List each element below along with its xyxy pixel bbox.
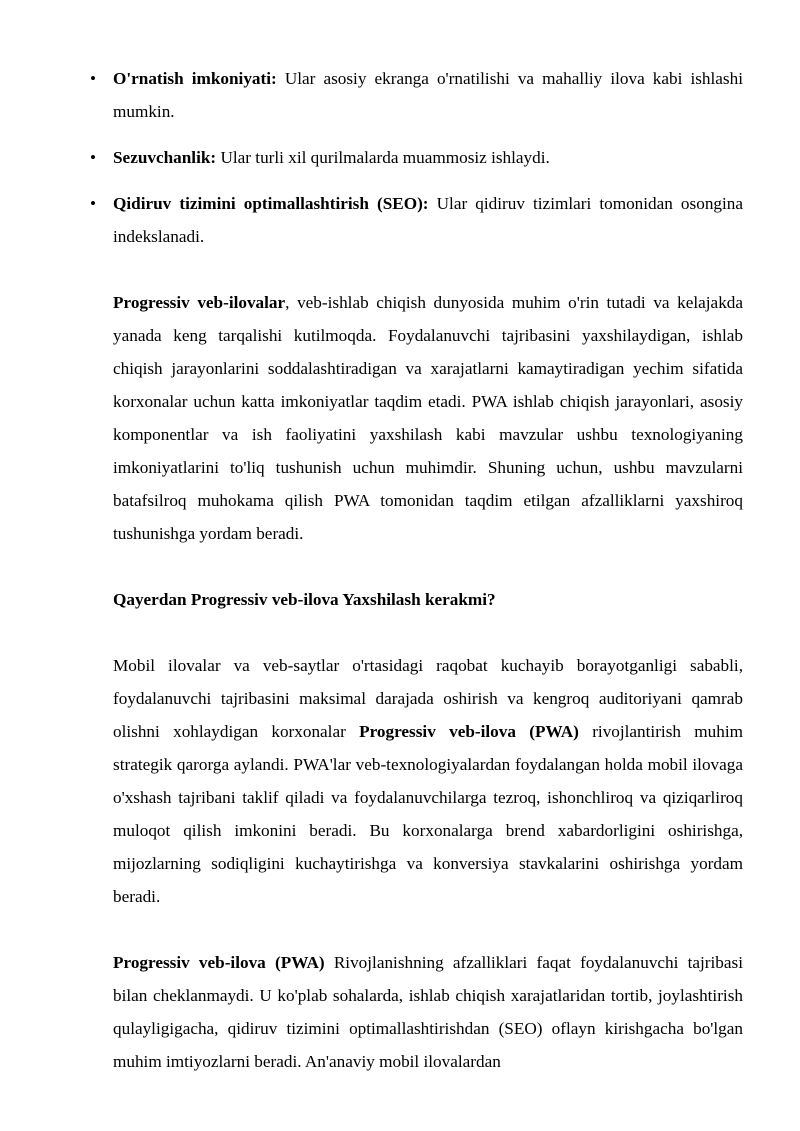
list-item-lead: O'rnatish imkoniyati: xyxy=(113,69,277,88)
bullet-point-icon: • xyxy=(90,194,97,213)
section-spacer xyxy=(57,616,743,649)
page-content xyxy=(57,62,743,1078)
paragraph-body-after: rivojlantirish muhim strategik qarorga aylandi. PWA'lar veb-texnologiyalardan foydalangan holda mobil ilovaga o'xshash tajribani taklif qiladi va foydalanuvchilarga tezroq, ishonchliroq va qiziqarliroq muloqot qilish imkonini beradi. Bu korxonalarga brend xabardorligini oshirishga, mijozlarning sodiqligini kuchaytirishga va konversiya stavkalarini oshirishga yordam beradi. xyxy=(113,722,743,906)
section-spacer xyxy=(57,253,743,286)
list-item-text: Ular asosiy ekranga o'rnatilishi va mahalliy ilova kabi ishlashi mumkin. xyxy=(113,69,743,121)
list-item-lead: Qidiruv tizimini optimallashtirish (SEO): xyxy=(113,194,429,213)
section-heading: Qayerdan Progressiv veb-ilova Yaxshilash kerakmi? xyxy=(113,590,496,609)
list-item xyxy=(57,141,743,174)
list-item-lead: Sezuvchanlik: xyxy=(113,148,217,167)
paragraph-inline-emphasis: Progressiv veb-ilova (PWA) xyxy=(359,722,579,741)
paragraph-lead-emphasis: Progressiv veb-ilova (PWA) xyxy=(113,953,325,972)
list-item-text: Ular turli xil qurilmalarda muammosiz ishlaydi. xyxy=(216,148,550,167)
section-spacer xyxy=(57,913,743,946)
paragraph-body-before: Mobil ilovalar va veb-saytlar o'rtasidagi raqobat kuchayib borayotganligi sababli, foydalanuvchi tajribasini maksimal darajada oshirish va kengroq auditoriyani qamrab olishni xohlaydigan korxonalar xyxy=(113,656,743,741)
section-spacer xyxy=(57,550,743,583)
feature-bullet-list xyxy=(57,62,743,253)
list-item xyxy=(57,62,743,128)
paragraph-lead-emphasis: Progressiv veb-ilovalar xyxy=(113,293,286,312)
paragraph-body: Rivojlanishning afzalliklari faqat foydalanuvchi tajribasi bilan cheklanmaydi. U ko'plab sohalarda, ishlab chiqish xarajatlaridan tortib, joylashtirish qulayligigacha, qidiruv tizimini optimallashtirishdan (SEO) oflayn kirishgacha bo'lgan muhim imtiyozlarni beradi. An'anaviy mobil ilovalardan xyxy=(113,953,743,1071)
list-item xyxy=(57,187,743,253)
bullet-point-icon: • xyxy=(90,148,97,167)
list-item-text: Ular qidiruv tizimlari tomonidan osongina indekslanadi. xyxy=(113,194,743,246)
paragraph-pwa-benefits xyxy=(57,946,743,1078)
bullet-point-icon: • xyxy=(90,69,97,88)
paragraph-why-pwa xyxy=(57,649,743,913)
paragraph-body: , veb-ishlab chiqish dunyosida muhim o'rin tutadi va kelajakda yanada keng tarqalishi kutilmoqda. Foydalanuvchi tajribasini yaxshilaydigan, ishlab chiqish jarayonlarini soddalashtiradigan va xarajatlarni kamaytiradigan yechim sifatida korxonalar uchun katta imkoniyatlar taqdim etadi. PWA ishlab chiqish jarayonlari, asosiy komponentlar va ish faoliyatini yaxshilash kabi mavzular ushbu texnologiyaning imkoniyatlarini to'liq tushunish uchun muhimdir. Shuning uchun, ushbu mavzularni batafsilroq muhokama qilish PWA tomonidan taqdim etilgan afzalliklarni yaxshiroq tushunishga yordam beradi. xyxy=(113,293,744,543)
paragraph-pwa-overview xyxy=(57,286,743,550)
